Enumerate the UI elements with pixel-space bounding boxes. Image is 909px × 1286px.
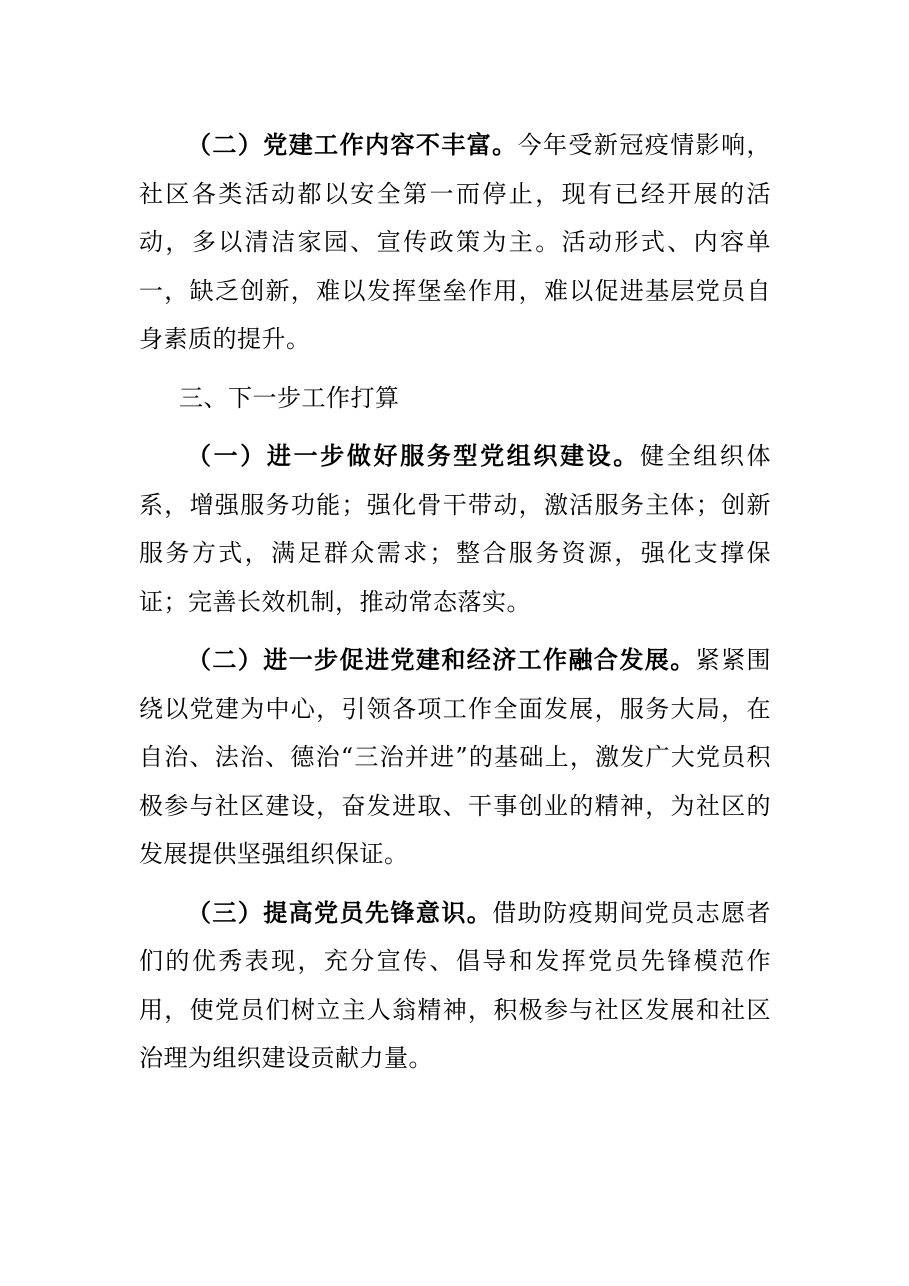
section-heading-next-steps: 三、下一步工作打算 xyxy=(179,383,400,412)
paragraph-pioneer-awareness xyxy=(139,889,771,1083)
paragraph-lead: （二）进一步促进党建和经济工作融合发展。 xyxy=(187,645,696,674)
paragraph-body: 健全组织体系，增强服务功能；强化骨干带动，激活服务主体；创新服务方式，满足群众需求；整合服务资源，强化支撑保证；完善长效机制，推动常态落实。 xyxy=(139,442,772,616)
paragraph-lead: （一）进一步做好服务型党组织建设。 xyxy=(187,441,640,470)
paragraph-lead: （二）党建工作内容不丰富。 xyxy=(187,130,518,159)
paragraph-body: 今年受新冠疫情影响，社区各类活动都以安全第一而停止，现有已经开展的活动，多以清洁家园、宣传政策为主。活动形式、内容单一，缺乏创新，难以发挥堡垒作用，难以促进基层党员自身素质的提升。 xyxy=(139,131,772,353)
document-page xyxy=(139,121,771,1093)
paragraph-service-org xyxy=(139,432,771,626)
paragraph-content-lacking xyxy=(139,121,771,364)
paragraph-body: 借助防疫期间党员志愿者们的优秀表现，充分宣传、倡导和发挥党员先锋模范作用，使党员们树立主人翁精神，积极参与社区发展和社区治理为组织建设贡献力量。 xyxy=(139,898,772,1072)
paragraph-body: 紧紧围绕以党建为中心，引领各项工作全面发展，服务大局，在自治、法治、德治“三治并进”的基础上，激发广大党员积极参与社区建设，奋发进取、干事创业的精神，为社区的发展提供坚强组织保证。 xyxy=(139,646,772,868)
paragraph-integration xyxy=(139,636,771,879)
paragraph-lead: （三）提高党员先锋意识。 xyxy=(187,897,493,927)
